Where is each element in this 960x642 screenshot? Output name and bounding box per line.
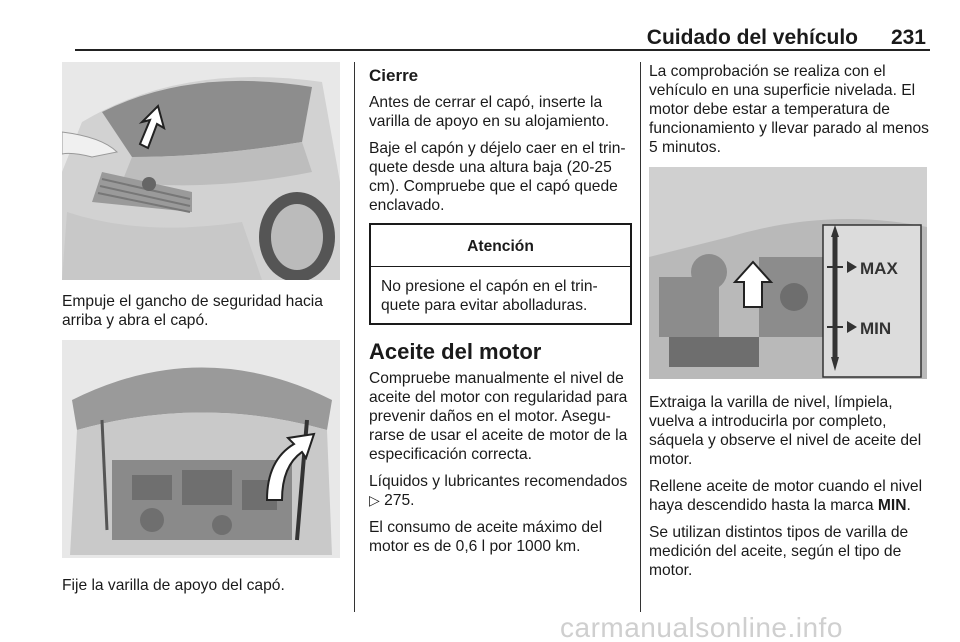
caption-hood-release: Empuje el gancho de seguridad hacia arriba y abra el capó. [62,293,323,329]
watermark: carmanualsonline.info [560,612,843,642]
reference-text: Líquidos y lubricantes recomendados [369,473,628,490]
paragraph: Extraiga la varilla de nivel, límpiela, vuelva a introducirla por completo, sáquela y observe el nivel de aceite del motor. [649,394,922,468]
reference-page-link[interactable]: 275. [384,492,415,509]
page-reference-icon: ▷ [369,492,380,508]
paragraph: La comprobación se realiza con el vehículo en una superficie nivelada. El motor debe estar a temperatura de funcionamiento y llevar parado al menos 5 minutos. [649,63,929,156]
warning-box [369,223,632,325]
min-paragraph-text: Rellene aceite de motor cuando el nivel haya descendido hasta la marca [649,478,923,514]
column-divider [354,62,355,612]
header-divider [75,49,930,51]
paragraph-min [649,477,930,515]
page-title: Cuidado del vehículo [646,26,858,49]
page-header [75,22,930,50]
dipstick-max-label: MAX [860,259,898,278]
paragraph: El consumo de aceite máximo del motor es de 0,6 l por 1000 km. [369,519,603,555]
caption-prop-rod: Fije la varilla de apoyo del capó. [62,577,285,594]
page-number: 231 [890,26,926,49]
column-middle [369,62,632,564]
dipstick-min-label: MIN [860,319,892,338]
column-left [62,62,342,603]
warning-title: Atención [371,225,630,267]
paragraph: Antes de cerrar el capó, inserte la varilla de apoyo en su alojamiento. [369,94,610,130]
paragraph: Compruebe manualmente el nivel de aceite del motor con regularidad para prevenir daños en el motor. Asegu-rarse de usar el aceite de motor de la especificación correcta. [369,370,628,463]
warning-text: No presione el capón en el trin-quete para evitar abolladuras. [381,278,598,314]
column-right [649,62,930,588]
hood-prop-rod-illustration [62,340,340,558]
paragraph: Baje el capón y déjelo caer en el trin-quete desde una altura baja (20-25 cm). Compruebe que el capó quede enclavado. [369,140,626,214]
paragraph-reference [369,472,632,510]
min-mark: MIN [877,497,907,514]
paragraph: Se utilizan distintos tipos de varilla de medición del aceite, según el tipo de motor. [649,524,909,579]
hood-release-illustration [62,62,340,280]
column-divider [640,62,641,612]
min-paragraph-end: . [906,497,911,514]
heading-cierre: Cierre [369,66,419,85]
dipstick-illustration [649,167,927,379]
section-title-engine-oil: Aceite del motor [369,339,542,364]
